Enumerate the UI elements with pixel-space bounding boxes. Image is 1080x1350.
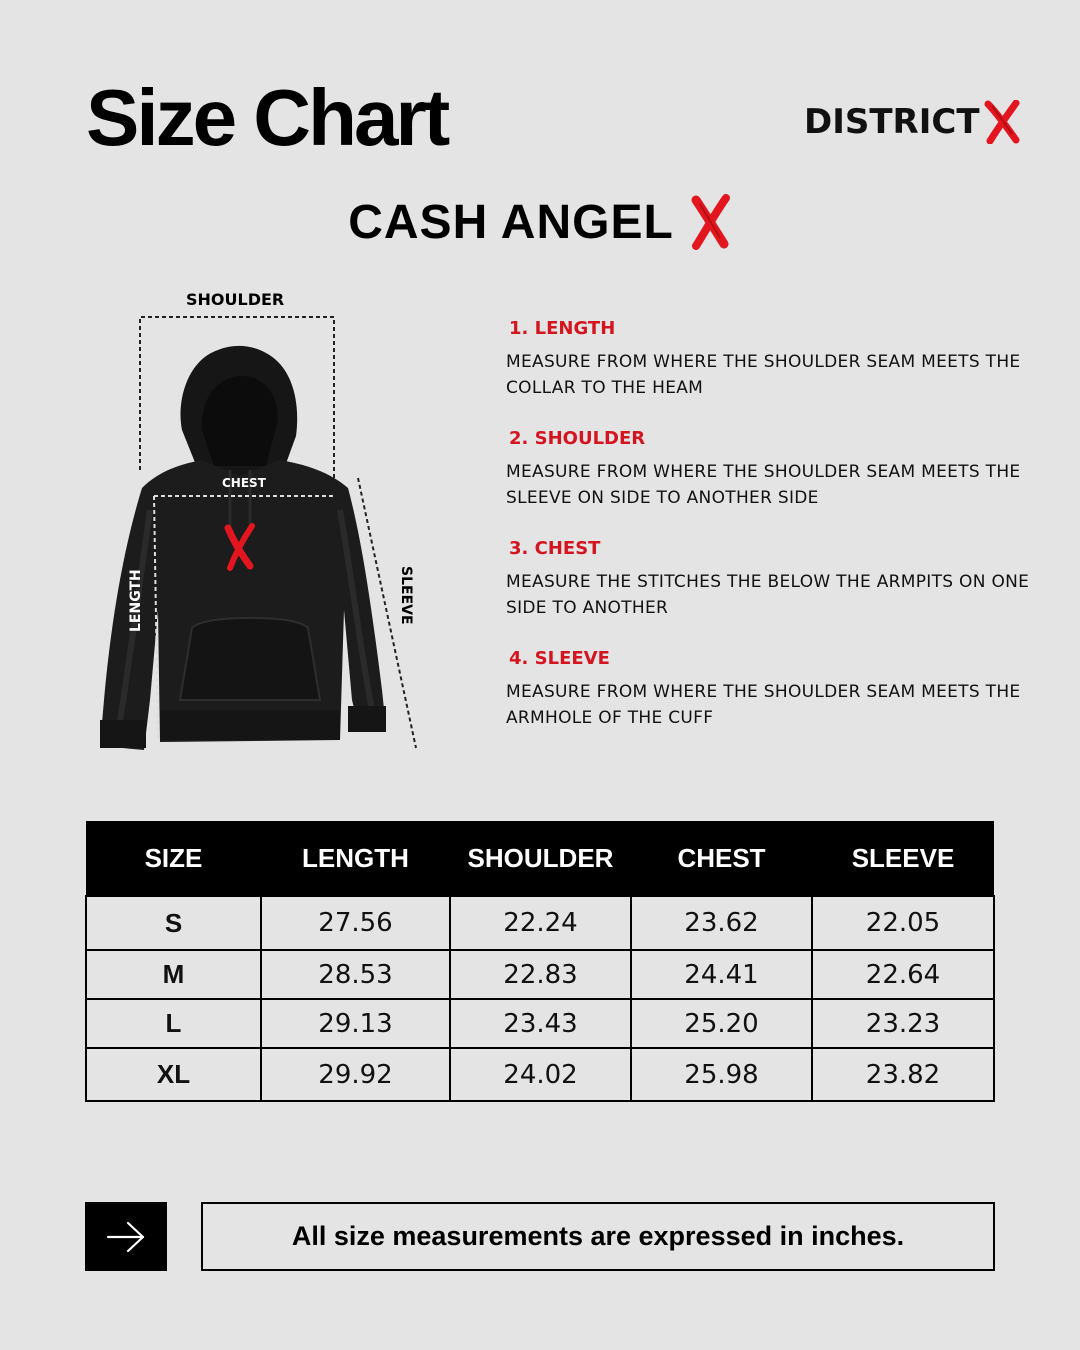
shoulder-cell: 24.02 bbox=[450, 1048, 631, 1101]
hoodie-diagram bbox=[90, 280, 430, 760]
instruction-length bbox=[506, 318, 1066, 401]
arrow-right-icon bbox=[105, 1220, 147, 1254]
measurement-note-text: All size measurements are expressed in inches. bbox=[291, 1221, 905, 1251]
chest-cell: 25.98 bbox=[631, 1048, 812, 1101]
size-cell: S bbox=[86, 896, 261, 950]
column-header-sleeve: SLEEVE bbox=[812, 821, 994, 896]
column-header-size: SIZE bbox=[86, 821, 261, 896]
instruction-text: MEASURE THE STITCHES THE BELOW THE ARMPITS ON ONE SIDE TO ANOTHER bbox=[506, 572, 1030, 618]
red-x-brush-icon bbox=[982, 100, 1022, 144]
length-label: LENGTH bbox=[128, 569, 144, 632]
instruction-text: MEASURE FROM WHERE THE SHOULDER SEAM MEETS THE COLLAR TO THE HEAM bbox=[506, 352, 1021, 398]
next-arrow-button[interactable] bbox=[85, 1202, 167, 1271]
length-cell: 29.13 bbox=[261, 999, 450, 1048]
instruction-shoulder bbox=[506, 428, 1066, 511]
sleeve-cell: 22.05 bbox=[812, 896, 994, 950]
brand-logo bbox=[804, 100, 1022, 144]
product-name: CASH ANGEL bbox=[348, 195, 674, 249]
black-hoodie-illustration bbox=[90, 280, 430, 760]
shoulder-label: SHOULDER bbox=[186, 290, 285, 309]
chest-cell: 24.41 bbox=[631, 950, 812, 999]
product-heading bbox=[0, 194, 1080, 250]
length-cell: 27.56 bbox=[261, 896, 450, 950]
sleeve-label: SLEEVE bbox=[398, 566, 414, 625]
column-header-shoulder: SHOULDER bbox=[450, 821, 631, 896]
table-row bbox=[86, 999, 994, 1048]
column-header-chest: CHEST bbox=[631, 821, 812, 896]
instruction-heading: 3. CHEST bbox=[509, 538, 601, 559]
instruction-heading: 1. LENGTH bbox=[509, 318, 616, 339]
column-header-length: LENGTH bbox=[261, 821, 450, 896]
instruction-text: MEASURE FROM WHERE THE SHOULDER SEAM MEETS THE ARMHOLE OF THE CUFF bbox=[506, 682, 1021, 728]
length-cell: 29.92 bbox=[261, 1048, 450, 1101]
size-table bbox=[85, 821, 995, 1102]
table-row bbox=[86, 896, 994, 950]
instruction-text: MEASURE FROM WHERE THE SHOULDER SEAM MEETS THE SLEEVE ON SIDE TO ANOTHER SIDE bbox=[506, 462, 1021, 508]
table-header-row bbox=[86, 821, 994, 896]
instruction-sleeve bbox=[506, 648, 1066, 731]
red-x-brush-icon bbox=[688, 194, 732, 250]
measurement-instructions bbox=[506, 318, 1066, 758]
sleeve-cell: 23.82 bbox=[812, 1048, 994, 1101]
shoulder-cell: 22.83 bbox=[450, 950, 631, 999]
chest-cell: 25.20 bbox=[631, 999, 812, 1048]
length-cell: 28.53 bbox=[261, 950, 450, 999]
sleeve-cell: 22.64 bbox=[812, 950, 994, 999]
instruction-heading: 2. SHOULDER bbox=[509, 428, 646, 449]
page-title: Size Chart bbox=[86, 73, 448, 162]
table-row bbox=[86, 950, 994, 999]
shoulder-cell: 22.24 bbox=[450, 896, 631, 950]
chest-cell: 23.62 bbox=[631, 896, 812, 950]
instruction-chest bbox=[506, 538, 1066, 621]
size-cell: M bbox=[86, 950, 261, 999]
sleeve-cell: 23.23 bbox=[812, 999, 994, 1048]
brand-name: DISTRICT bbox=[804, 102, 980, 142]
measurement-note bbox=[201, 1202, 995, 1271]
chest-label: CHEST bbox=[222, 476, 266, 490]
size-cell: L bbox=[86, 999, 261, 1048]
size-cell: XL bbox=[86, 1048, 261, 1101]
instruction-heading: 4. SLEEVE bbox=[509, 648, 610, 669]
table-row bbox=[86, 1048, 994, 1101]
shoulder-cell: 23.43 bbox=[450, 999, 631, 1048]
